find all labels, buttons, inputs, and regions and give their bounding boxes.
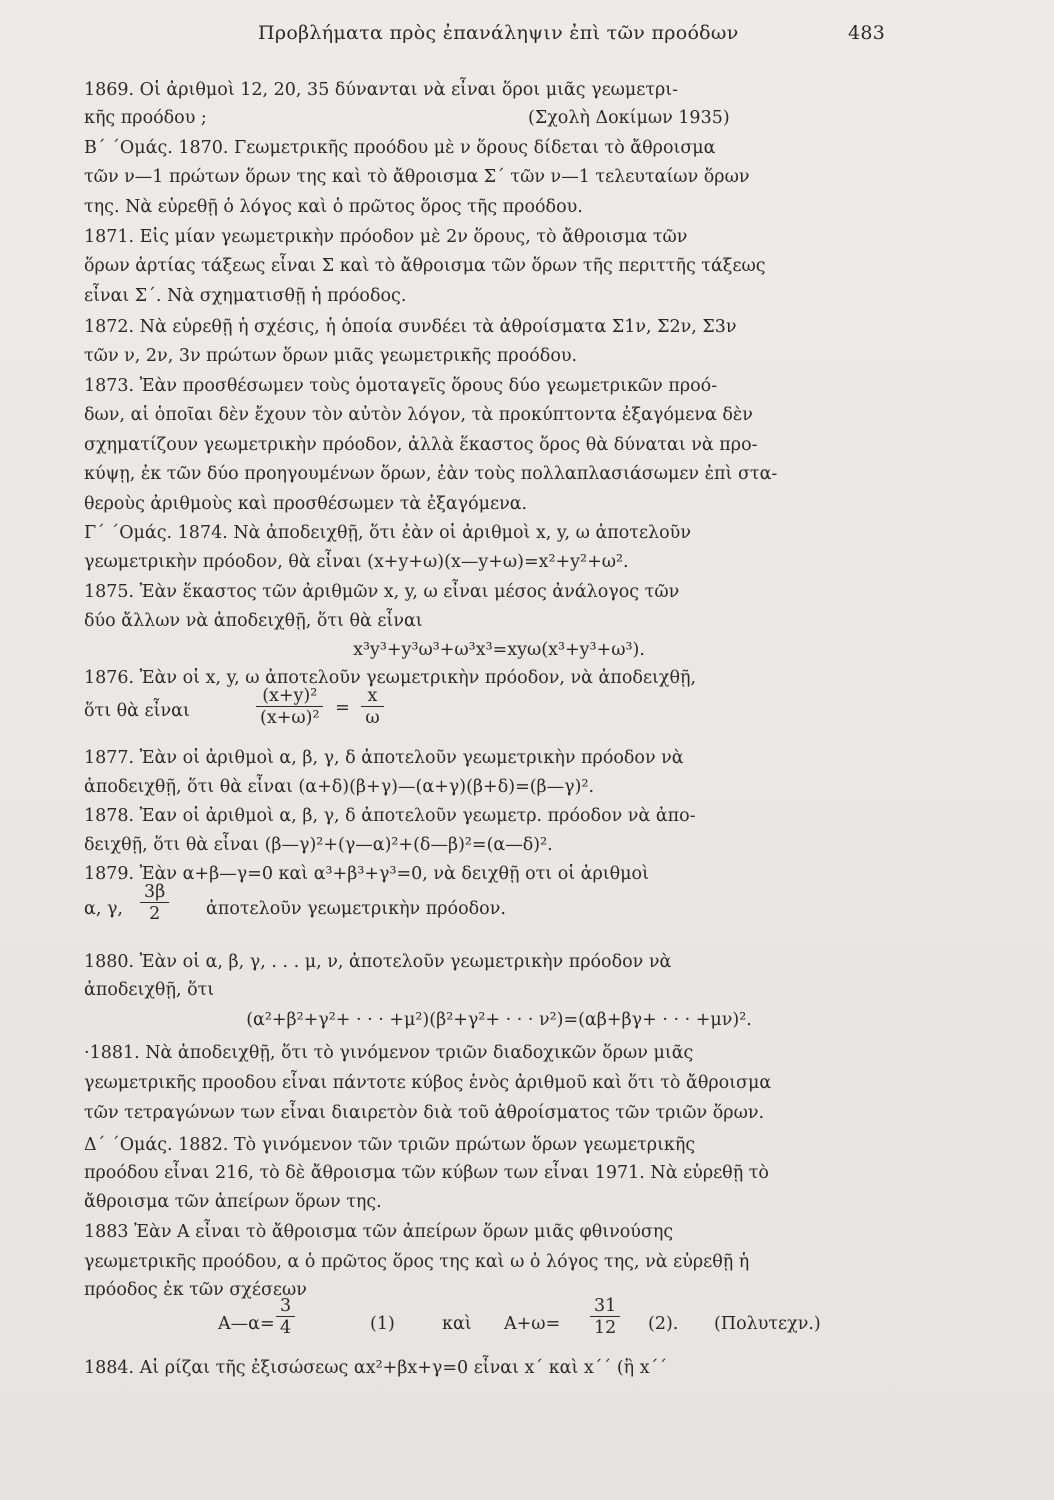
text-line: δειχθῇ, ὅτι θὰ εἶναι (β—γ)²+(γ—α)²+(δ—β)²=(α—δ)². xyxy=(84,835,553,855)
equation-line xyxy=(84,1296,914,1352)
text-line: γεωμετρικῆς προόδου, α ὁ πρῶτος ὅρος της καὶ ω ὁ λόγος της, νὰ εὑρεθῇ ἡ xyxy=(84,1252,750,1272)
text-line: γεωμετρικὴν πρόοδον, θὰ εἶναι (x+y+ω)(x—y+ω)=x²+y²+ω². xyxy=(84,552,629,572)
text-line: 1880. Ἐὰν οἱ α, β, γ, . . . μ, ν, ἀποτελοῦν γεωμετρικὴν πρόοδον νὰ xyxy=(84,952,672,972)
text-line: ἀποδειχθῇ, ὅτι θὰ εἶναι (α+δ)(β+γ)—(α+γ)(β+δ)=(β—γ)². xyxy=(84,777,595,797)
equation-lhs: Α—α= xyxy=(218,1314,275,1334)
fraction-denominator: 4 xyxy=(280,1318,292,1338)
text-line: τῶν τετραγώνων των εἶναι διαιρετὸν διὰ τοῦ ἀθροίσματος τῶν τριῶν ὅρων. xyxy=(84,1103,765,1123)
text-fragment: ὅτι θὰ εἶναι xyxy=(84,701,190,721)
equals-sign: = xyxy=(335,697,350,718)
text-line: 1871. Εἰς μίαν γεωμετρικὴν πρόοδον μὲ 2ν ὅρους, τὸ ἄθροισμα τῶν xyxy=(84,227,688,247)
text-fragment: ἀποτελοῦν γεωμετρικὴν πρόοδον. xyxy=(206,899,506,919)
running-title: Προβλήματα πρὸς ἐπανάληψιν ἐπὶ τῶν προόδων xyxy=(258,22,739,44)
text-line: εἶναι Σ΄. Νὰ σχηματισθῇ ἡ πρόοδος. xyxy=(84,286,407,306)
text-line: 1883 Ἐὰν Α εἶναι τὸ ἄθροισμα τῶν ἀπείρων ὅρων μιᾶς φθινούσης xyxy=(84,1222,674,1242)
page-number: 483 xyxy=(848,22,886,44)
source-citation: (Πολυτεχν.) xyxy=(714,1314,821,1334)
text-line xyxy=(84,106,914,130)
text-line: πρόοδος ἐκ τῶν σχέσεων xyxy=(84,1280,307,1300)
source-citation: (Σχολὴ Δοκίμων 1935) xyxy=(528,108,730,128)
text-fragment: α, γ, xyxy=(84,899,123,919)
text-line: θεροὺς ἀριθμοὺς καὶ προσθέσωμεν τὰ ἐξαγόμενα. xyxy=(84,494,528,514)
text-line: 1877. Ἐὰν οἱ ἀριθμοὶ α, β, γ, δ ἀποτελοῦν γεωμετρικὴν πρόοδον νὰ xyxy=(84,748,684,768)
text-line: τῶν ν, 2ν, 3ν πρώτων ὅρων μιᾶς γεωμετρικῆς προόδου. xyxy=(84,346,578,366)
text-line: 1872. Νὰ εὑρεθῇ ἡ σχέσις, ἡ ὁποία συνδέει τὰ ἀθροίσματα Σ1ν, Σ2ν, Σ3ν xyxy=(84,317,737,337)
text-line: ·1881. Νὰ ἀποδειχθῇ, ὅτι τὸ γινόμενον τριῶν διαδοχικῶν ὅρων μιᾶς xyxy=(84,1043,694,1063)
text-line-with-fraction xyxy=(84,882,914,934)
text-line: Δ΄ ΄Ομάς. 1882. Τὸ γινόμενον τῶν τριῶν πρώτων ὅρων γεωμετρικῆς xyxy=(84,1135,696,1155)
fraction-numerator: 31 xyxy=(590,1296,620,1317)
fraction-denominator: (x+ω)² xyxy=(260,708,320,728)
text-line: 1875. Ἐὰν ἕκαστος τῶν ἀριθμῶν x, y, ω εἶναι μέσος ἀνάλογος τῶν xyxy=(84,582,680,602)
text-line: της. Νὰ εὑρεθῇ ὁ λόγος καὶ ὁ πρῶτος ὅρος τῆς προόδου. xyxy=(84,197,583,217)
running-header xyxy=(0,22,1054,52)
text-fragment: καὶ xyxy=(442,1314,472,1334)
text-line: γεωμετρικῆς προοδου εἶναι πάντοτε κύβος ἑνὸς ἀριθμοῦ καὶ ὅτι τὸ ἄθροισμα xyxy=(84,1073,772,1093)
fraction-numerator: 3β xyxy=(140,882,169,903)
fraction-numerator: 3 xyxy=(276,1296,295,1317)
fraction-denominator: ω xyxy=(365,708,380,728)
fraction-numerator: x xyxy=(361,686,383,707)
equation-tag: (1) xyxy=(370,1314,395,1334)
text-line: τῶν ν—1 πρώτων ὅρων της καὶ τὸ ἄθροισμα Σ΄ τῶν ν—1 τελευταίων ὅρων xyxy=(84,167,750,187)
fraction xyxy=(590,1296,620,1339)
text-line: 1873. Ἐὰν προσθέσωμεν τοὺς ὁμοταγεῖς ὅρους δύο γεωμετρικῶν προό- xyxy=(84,376,718,396)
text-line: 1876. Ἐὰν οἱ x, y, ω ἀποτελοῦν γεωμετρικὴν πρόοδον, νὰ ἀποδειχθῇ, xyxy=(84,668,697,688)
fraction-denominator: 12 xyxy=(594,1318,617,1338)
fraction-numerator: (x+y)² xyxy=(256,686,323,707)
text-line: 1869. Οἱ ἀριθμοὶ 12, 20, 35 δύνανται νὰ εἶναι ὅροι μιᾶς γεωμετρι- xyxy=(84,80,679,100)
text-line: δύο ἄλλων νὰ ἀποδειχθῇ, ὅτι θὰ εἶναι xyxy=(84,611,423,631)
text-line: Β΄ ΄Ομάς. 1870. Γεωμετρικῆς προόδου μὲ ν ὅρους δίδεται τὸ ἄθροισμα xyxy=(84,138,716,158)
equation: x³y³+y³ω³+ω³x³=xyω(x³+y³+ω³). xyxy=(353,640,645,660)
equation-lhs: Α+ω= xyxy=(504,1314,561,1334)
text-line: δων, αἱ ὁποῖαι δὲν ἔχουν τὸν αὐτὸν λόγον, τὰ προκύπτοντα ἐξαγόμενα δὲν xyxy=(84,405,753,425)
text-line: 1884. Αἱ ρίζαι τῆς ἐξισώσεως αx²+βx+γ=0 εἶναι x΄ καὶ x΄΄ (ἢ x΄΄ xyxy=(84,1358,668,1378)
fraction-denominator: 2 xyxy=(149,904,161,924)
text-line: σχηματίζουν γεωμετρικὴν πρόοδον, ἀλλὰ ἕκαστος ὅρος θὰ δύναται νὰ προ- xyxy=(84,435,758,455)
text-line: ἀποδειχθῇ, ὅτι xyxy=(84,980,215,1000)
text-line: 1878. Ἐαν οἱ ἀριθμοὶ α, β, γ, δ ἀποτελοῦν γεωμετρ. πρόοδον νὰ ἀπο- xyxy=(84,806,696,826)
text-line: ἄθροισμα τῶν ἀπείρων ὅρων της. xyxy=(84,1192,382,1212)
text-line-with-fraction xyxy=(84,686,914,738)
fraction xyxy=(256,686,384,729)
equation: (α²+β²+γ²+ · · · +μ²)(β²+γ²+ · · · ν²)=(αβ+βγ+ · · · +μν)². xyxy=(246,1010,752,1030)
text-line: Γ΄ ΄Ομάς. 1874. Νὰ ἀποδειχθῇ, ὅτι ἐὰν οἱ ἀριθμοὶ x, y, ω ἀποτελοῦν xyxy=(84,523,691,543)
fraction xyxy=(276,1296,295,1339)
fraction xyxy=(140,882,169,925)
text-fragment: κῆς προόδου ; xyxy=(84,108,207,128)
equation-tag: (2). xyxy=(648,1314,679,1334)
text-line: ὅρων ἀρτίας τάξεως εἶναι Σ καὶ τὸ ἄθροισμα τῶν ὅρων τῆς περιττῆς τάξεως xyxy=(84,256,766,276)
text-line: κύψῃ, ἐκ τῶν δύο προηγουμένων ὅρων, ἐὰν τοὺς πολλαπλασιάσωμεν ἐπὶ στα- xyxy=(84,464,778,484)
text-line: προόδου εἶναι 216, τὸ δὲ ἄθροισμα τῶν κύβων των εἶναι 1971. Νὰ εὑρεθῇ τὸ xyxy=(84,1163,769,1183)
text-line: 1879. Ἐὰν α+β—γ=0 καὶ α³+β³+γ³=0, νὰ δειχθῇ οτι οἱ ἀριθμοὶ xyxy=(84,864,649,884)
